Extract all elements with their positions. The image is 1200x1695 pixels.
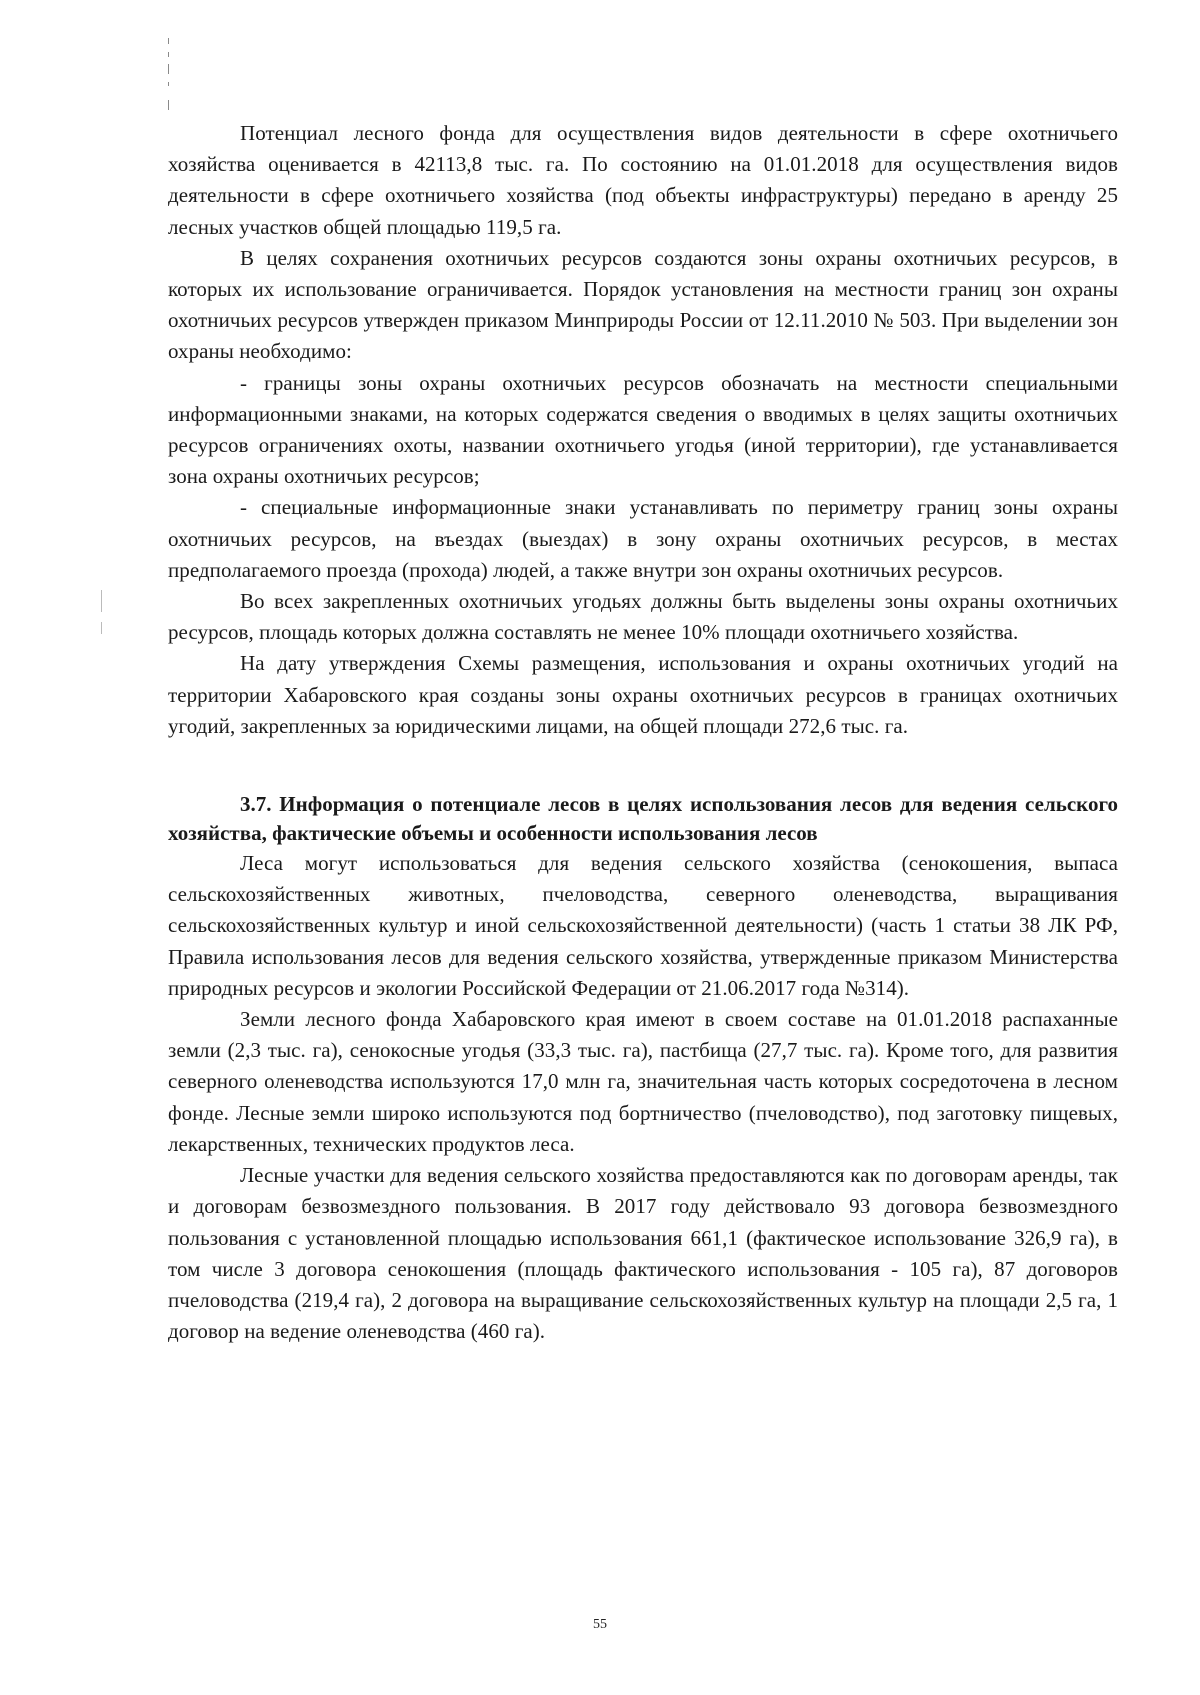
paragraph: Лесные участки для ведения сельского хозяйства предоставляются как по договорам аренды, так и договорам безвозмездного пользования. В 2017 году действовало 93 договора безвозмездного пользования с установленной площадью использования 661,1 (фактическое использование 326,9 га), в том числе 3 договора сенокошения (площадь фактического использования - 105 га), 87 договоров пчеловодства (219,4 га), 2 договора на выращивание сельскохозяйственных культур на площади 2,5 га, 1 договор на ведение оленеводства (460 га). (168, 1163, 1118, 1344)
paragraph: Потенциал лесного фонда для осуществления видов деятельности в сфере охотничьего хозяйства оценивается в 42113,8 тыс. га. По состоянию на 01.01.2018 для осуществления видов деятельности в сфере охотничьего хозяйства (под объекты инфраструктуры) передано в аренду 25 лесных участков общей площадью 119,5 га. (168, 121, 1118, 239)
scan-mark (168, 100, 169, 110)
document-body (168, 118, 1118, 1347)
list-item-paragraph: - специальные информационные знаки устанавливать по периметру границ зоны охраны охотничьих ресурсов, на въездах (выездах) в зону охраны охотничьих ресурсов, в местах предполагаемого проезда (прохода) людей, а также внутри зон охраны охотничьих ресурсов. (168, 495, 1118, 582)
scan-mark (101, 622, 102, 634)
section-gap (168, 742, 1118, 772)
paragraph: В целях сохранения охотничьих ресурсов создаются зоны охраны охотничьих ресурсов, в которых их использование ограничивается. Порядок установления на местности границ зон охраны охотничьих ресурсов утвержден приказом Минприроды России от 12.11.2010 № 503. При выделении зон охраны необходимо: (168, 245, 1118, 364)
section-heading: 3.7. Информация о потенциале лесов в целях использования лесов для ведения сельского хозяйства, фактические объемы и особенности использования лесов (168, 792, 1118, 846)
scan-mark (168, 52, 169, 57)
page-number: 55 (593, 1617, 607, 1632)
paragraph: На дату утверждения Схемы размещения, использования и охраны охотничьих угодий на территории Хабаровского края созданы зоны охраны охотничьих ресурсов в границах охотничьих угодий, закрепленных за юридическими лицами, на общей площади 272,6 тыс. га. (168, 651, 1118, 738)
scan-mark (168, 64, 169, 74)
list-item-paragraph: - границы зоны охраны охотничьих ресурсов обозначать на местности специальными информационными знаками, на которых содержатся сведения о вводимых в целях защиты охотничьих ресурсов ограничениях охоты, названии охотничьего угодья (иной территории), где устанавливается зона охраны охотничьих ресурсов; (168, 370, 1118, 489)
scan-mark (168, 82, 169, 86)
paragraph: Земли лесного фонда Хабаровского края имеют в своем составе на 01.01.2018 распаханные земли (2,3 тыс. га), сенокосные угодья (33,3 тыс. га), пастбища (27,7 тыс. га). Кроме того, для развития северного оленеводства используются 17,0 млн га, значительная часть которых сосредоточена в лесном фонде. Лесные земли широко используются под бортничество (пчеловодство), под заготовку пищевых, лекарственных, технических продуктов леса. (168, 1007, 1118, 1156)
scan-mark (168, 38, 169, 44)
scan-mark (101, 590, 102, 612)
paragraph: Во всех закрепленных охотничьих угодьях должны быть выделены зоны охраны охотничьих ресурсов, площадь которых должна составлять не менее 10% площади охотничьего хозяйства. (168, 589, 1118, 645)
paragraph: Леса могут использоваться для ведения сельского хозяйства (сенокошения, выпаса сельскохозяйственных животных, пчеловодства, северного оленеводства, выращивания сельскохозяйственных культур и иной сельскохозяйственной деятельности) (часть 1 статьи 38 ЛК РФ, Правила использования лесов для ведения сельского хозяйства, утвержденные приказом Министерства природных ресурсов и экологии Российской Федерации от 21.06.2017 года №314). (168, 851, 1118, 1000)
